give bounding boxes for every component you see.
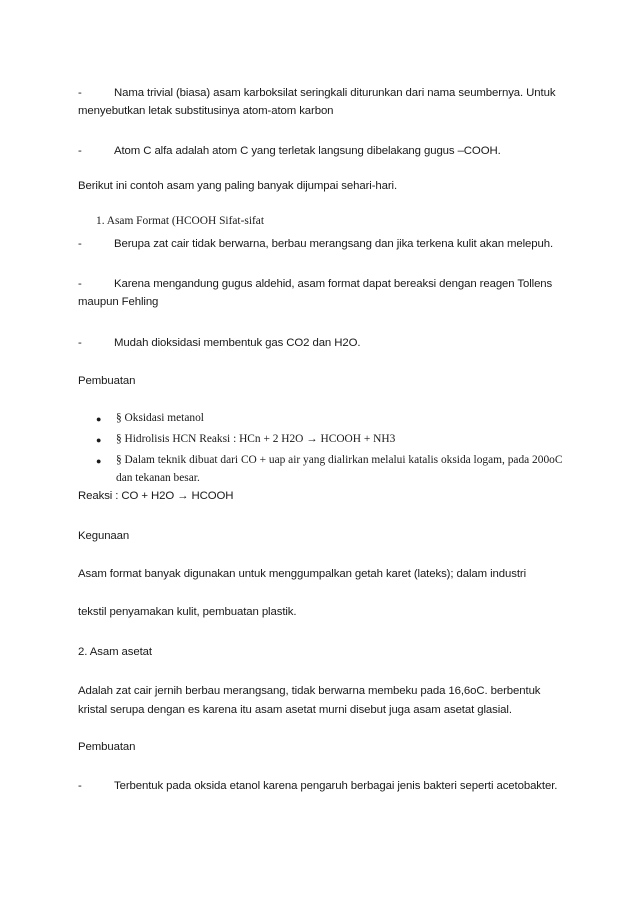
bullet-icon: ● bbox=[96, 414, 102, 424]
paragraph-examples-intro: Berikut ini contoh asam yang paling banyak dijumpai sehari-hari. bbox=[78, 180, 398, 192]
paragraph-trivial-name-line2: menyebutkan letak substitusinya atom-atom karbon bbox=[78, 105, 334, 117]
dash-marker: - bbox=[78, 87, 82, 99]
heading-pembuatan: Pembuatan bbox=[78, 375, 136, 387]
paragraph-usage-line2: tekstil penyamakan kulit, pembuatan plastik. bbox=[78, 606, 297, 618]
paragraph-aldehyde-line2: maupun Fehling bbox=[78, 296, 159, 308]
dash-marker: - bbox=[78, 145, 82, 157]
paragraph-trivial-name-line1: Nama trivial (biasa) asam karboksilat seringkali diturunkan dari nama seumbernya. Untuk bbox=[114, 87, 556, 99]
bullet-item-teknik-line1: § Dalam teknik dibuat dari CO + uap air yang dialirkan melalui katalis oksida logam, pada 200oC bbox=[116, 454, 563, 466]
reaction-equation: Reaksi : CO + H2O → HCOOH bbox=[78, 490, 234, 502]
dash-marker: - bbox=[78, 337, 82, 349]
dash-marker: - bbox=[78, 780, 82, 792]
paragraph-ethanol-oxidation: Terbentuk pada oksida etanol karena pengaruh berbagai jenis bakteri seperti acetobakter. bbox=[114, 780, 558, 792]
heading-pembuatan-asetat: Pembuatan bbox=[78, 741, 136, 753]
bullet-item-hidrolisis: § Hidrolisis HCN Reaksi : HCn + 2 H2O → HCOOH + NH3 bbox=[116, 433, 396, 445]
paragraph-aldehyde-line1: Karena mengandung gugus aldehid, asam format dapat bereaksi dengan reagen Tollens bbox=[114, 278, 553, 290]
bullet-icon: ● bbox=[96, 435, 102, 445]
numbered-heading-asam-format: 1. Asam Format (HCOOH Sifat-sifat bbox=[96, 215, 264, 227]
bullet-item-teknik-line2: dan tekanan besar. bbox=[116, 472, 200, 484]
paragraph-liquid-properties: Berupa zat cair tidak berwarna, berbau merangsang dan jika terkena kulit akan melepuh. bbox=[114, 238, 554, 250]
heading-kegunaan: Kegunaan bbox=[78, 530, 130, 542]
bullet-item-oksidasi: § Oksidasi metanol bbox=[116, 412, 204, 424]
heading-asam-asetat: 2. Asam asetat bbox=[78, 646, 152, 658]
dash-marker: - bbox=[78, 278, 82, 290]
paragraph-acetic-line1: Adalah zat cair jernih berbau merangsang, tidak berwarna membeku pada 16,6oC. berbentuk bbox=[78, 685, 541, 697]
paragraph-alpha-carbon: Atom C alfa adalah atom C yang terletak langsung dibelakang gugus –COOH. bbox=[114, 145, 501, 157]
bullet-icon: ● bbox=[96, 456, 102, 466]
dash-marker: - bbox=[78, 238, 82, 250]
paragraph-usage-line1: Asam format banyak digunakan untuk menggumpalkan getah karet (lateks); dalam industri bbox=[78, 568, 527, 580]
paragraph-acetic-line2: kristal serupa dengan es karena itu asam asetat murni disebut juga asam asetat glasial. bbox=[78, 704, 512, 716]
paragraph-oxidation: Mudah dioksidasi membentuk gas CO2 dan H2O. bbox=[114, 337, 361, 349]
